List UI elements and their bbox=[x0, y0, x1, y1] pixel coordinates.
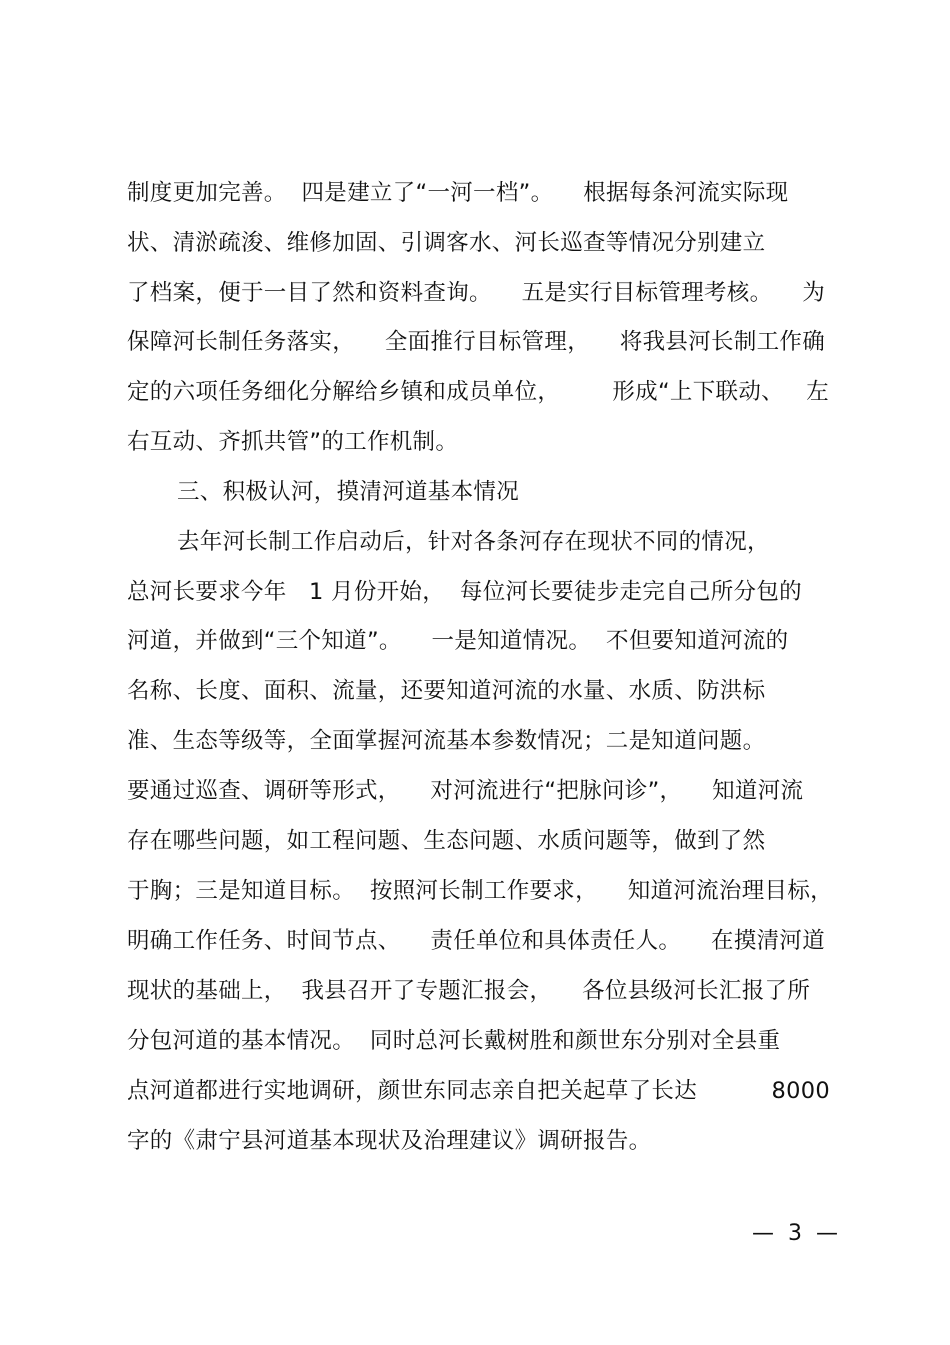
text-line: 明确工作任务、时间节点、 责任单位和具体责任人。 在摸清河道 bbox=[127, 928, 826, 954]
text-line: 字的《肃宁县河道基本现状及治理建议》调研报告。 bbox=[127, 1128, 652, 1154]
text-line: 于胸；三是知道目标。 按照河长制工作要求， 知道河流治理目标， bbox=[127, 878, 833, 904]
section-heading: 三、积极认河，摸清河道基本情况 bbox=[177, 479, 520, 505]
text-line: 现状的基础上， 我县召开了专题汇报会， 各位县级河长汇报了所 bbox=[127, 978, 811, 1004]
text-line: 保障河长制任务落实， 全面推行目标管理， 将我县河长制工作确 bbox=[127, 329, 826, 355]
text-line: 要通过巡查、调研等形式， 对河流进行“把脉问诊”， 知道河流 bbox=[127, 778, 804, 804]
text-line: 右互动、齐抓共管”的工作机制。 bbox=[127, 429, 459, 455]
text-line: 河道，并做到“三个知道”。 一是知道情况。 不但要知道河流的 bbox=[127, 628, 789, 654]
text-line: 准、生态等级等，全面掌握河流基本参数情况；二是知道问题。 bbox=[127, 728, 766, 754]
text-line: 分包河道的基本情况。 同时总河长戴树胜和颜世东分别对全县重 bbox=[127, 1028, 781, 1054]
paragraph-first-line: 去年河长制工作启动后，针对各条河存在现状不同的情况， bbox=[177, 529, 770, 555]
text-line: 存在哪些问题，如工程问题、生态问题、水质问题等，做到了然 bbox=[127, 828, 766, 854]
text-line: 定的六项任务细化分解给乡镇和成员单位， 形成“上下联动、 左 bbox=[127, 379, 830, 405]
text-line: 了档案，便于一目了然和资料查询。 五是实行目标管理考核。 为 bbox=[127, 280, 826, 306]
text-line: 制度更加完善。 四是建立了“一河一档”。 根据每条河流实际现 bbox=[127, 180, 789, 206]
text-line: 状、清淤疏浚、维修加固、引调客水、河长巡查等情况分别建立 bbox=[127, 230, 766, 256]
page-number: — 3 — bbox=[752, 1221, 838, 1246]
text-line: 总河长要求今年 1 月份开始， 每位河长要徒步走完自己所分包的 bbox=[127, 579, 802, 605]
text-line: 名称、长度、面积、流量，还要知道河流的水量、水质、防洪标 bbox=[127, 678, 766, 704]
text-line: 点河道都进行实地调研，颜世东同志亲自把关起草了长达 8000 bbox=[127, 1078, 830, 1104]
